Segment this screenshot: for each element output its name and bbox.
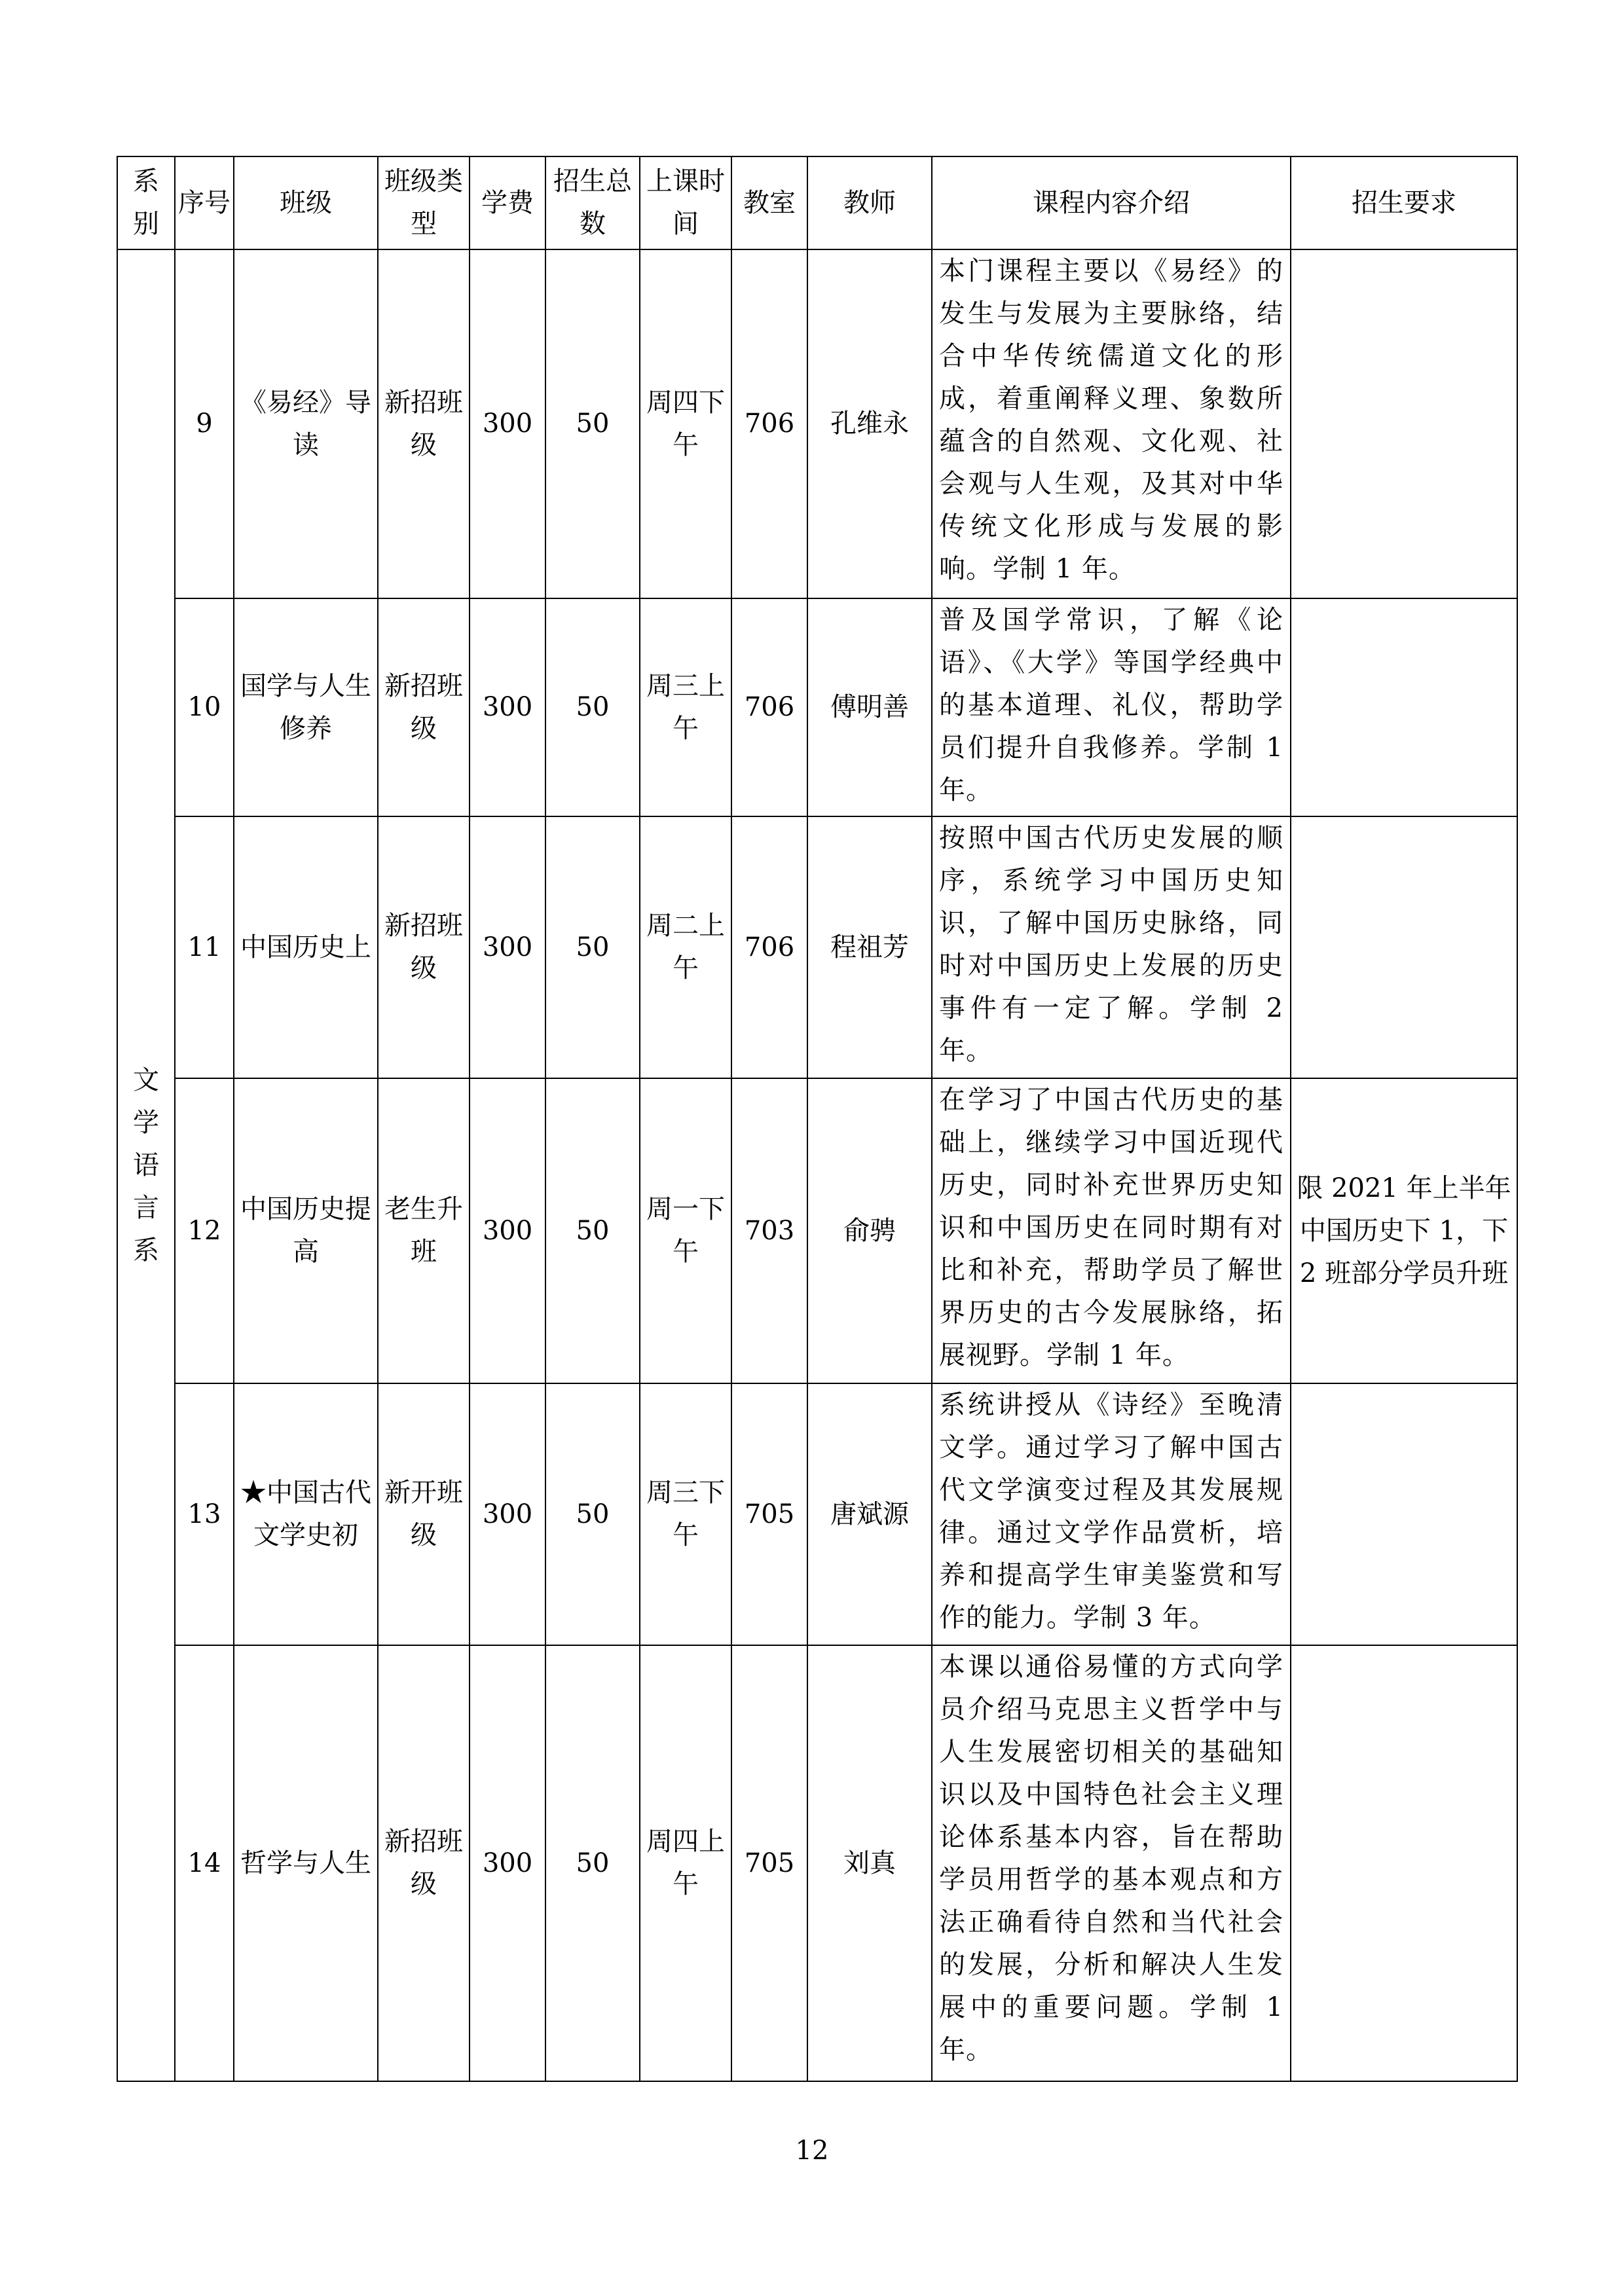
header-enrollment: 招生总数 bbox=[545, 156, 640, 249]
row-number: 11 bbox=[175, 816, 234, 1078]
row-number: 9 bbox=[175, 249, 234, 598]
row-teacher: 傅明善 bbox=[807, 598, 932, 816]
table-row bbox=[117, 1645, 1517, 2081]
row-room: 706 bbox=[731, 598, 807, 816]
row-enrollment: 50 bbox=[545, 598, 640, 816]
row-requirements bbox=[1291, 598, 1517, 816]
course-table bbox=[117, 156, 1518, 2082]
row-time: 周一下午 bbox=[640, 1078, 731, 1383]
row-teacher: 程祖芳 bbox=[807, 816, 932, 1078]
row-requirements: 限 2021 年上半年中国历史下 1，下 2 班部分学员升班 bbox=[1291, 1078, 1517, 1383]
row-number: 10 bbox=[175, 598, 234, 816]
header-number: 序号 bbox=[175, 156, 234, 249]
row-time: 周四下午 bbox=[640, 249, 731, 598]
row-class-type: 新开班级 bbox=[378, 1383, 470, 1645]
row-class-name: 国学与人生修养 bbox=[234, 598, 378, 816]
row-requirements bbox=[1291, 1383, 1517, 1645]
row-teacher: 俞骋 bbox=[807, 1078, 932, 1383]
row-time: 周二上午 bbox=[640, 816, 731, 1078]
row-intro: 本课以通俗易懂的方式向学员介绍马克思主义哲学中与人生发展密切相关的基础知识以及中国特色社会主义理论体系基本内容，旨在帮助学员用哲学的基本观点和方法正确看待自然和当代社会的发展，分析和解决人生发展中的重要问题。学制 1 年。 bbox=[932, 1645, 1291, 2081]
row-number: 12 bbox=[175, 1078, 234, 1383]
department-cell bbox=[117, 249, 175, 2081]
row-fee: 300 bbox=[470, 249, 545, 598]
header-row bbox=[117, 156, 1517, 249]
row-class-type: 新招班级 bbox=[378, 816, 470, 1078]
header-requirements: 招生要求 bbox=[1291, 156, 1517, 249]
row-enrollment: 50 bbox=[545, 1645, 640, 2081]
row-fee: 300 bbox=[470, 1645, 545, 2081]
header-intro: 课程内容介绍 bbox=[932, 156, 1291, 249]
table-row bbox=[117, 249, 1517, 598]
department-label: 文学语言系 bbox=[133, 1065, 159, 1266]
row-class-name: 《易经》导读 bbox=[234, 249, 378, 598]
row-class-type: 老生升班 bbox=[378, 1078, 470, 1383]
row-room: 705 bbox=[731, 1383, 807, 1645]
row-class-type: 新招班级 bbox=[378, 598, 470, 816]
row-class-name: 中国历史提高 bbox=[234, 1078, 378, 1383]
row-teacher: 孔维永 bbox=[807, 249, 932, 598]
row-intro: 按照中国古代历史发展的顺序，系统学习中国历史知识，了解中国历史脉络，同时对中国历史上发展的历史事件有一定了解。学制 2 年。 bbox=[932, 816, 1291, 1078]
table-row bbox=[117, 598, 1517, 816]
row-requirements bbox=[1291, 1645, 1517, 2081]
header-teacher: 教师 bbox=[807, 156, 932, 249]
row-fee: 300 bbox=[470, 598, 545, 816]
header-room: 教室 bbox=[731, 156, 807, 249]
row-room: 705 bbox=[731, 1645, 807, 2081]
row-intro: 系统讲授从《诗经》至晚清文学。通过学习了解中国古代文学演变过程及其发展规律。通过文学作品赏析，培养和提高学生审美鉴赏和写作的能力。学制 3 年。 bbox=[932, 1383, 1291, 1645]
row-enrollment: 50 bbox=[545, 1078, 640, 1383]
row-enrollment: 50 bbox=[545, 816, 640, 1078]
header-class-name: 班级 bbox=[234, 156, 378, 249]
table-row bbox=[117, 1078, 1517, 1383]
row-intro: 本门课程主要以《易经》的发生与发展为主要脉络，结合中华传统儒道文化的形成，着重阐释义理、象数所蕴含的自然观、文化观、社会观与人生观，及其对中华传统文化形成与发展的影响。学制 1 年。 bbox=[932, 249, 1291, 598]
row-number: 14 bbox=[175, 1645, 234, 2081]
row-intro: 普及国学常识，了解《论语》、《大学》等国学经典中的基本道理、礼仪，帮助学员们提升自我修养。学制 1 年。 bbox=[932, 598, 1291, 816]
row-fee: 300 bbox=[470, 1383, 545, 1645]
row-class-name: 哲学与人生 bbox=[234, 1645, 378, 2081]
row-class-type: 新招班级 bbox=[378, 249, 470, 598]
row-requirements bbox=[1291, 816, 1517, 1078]
row-teacher: 唐斌源 bbox=[807, 1383, 932, 1645]
header-time: 上课时间 bbox=[640, 156, 731, 249]
row-time: 周三上午 bbox=[640, 598, 731, 816]
header-class-type: 班级类型 bbox=[378, 156, 470, 249]
row-time: 周三下午 bbox=[640, 1383, 731, 1645]
header-department: 系别 bbox=[117, 156, 175, 249]
page-number: 12 bbox=[795, 2136, 829, 2166]
row-enrollment: 50 bbox=[545, 1383, 640, 1645]
row-class-type: 新招班级 bbox=[378, 1645, 470, 2081]
row-time: 周四上午 bbox=[640, 1645, 731, 2081]
row-class-name: 中国历史上 bbox=[234, 816, 378, 1078]
row-room: 706 bbox=[731, 249, 807, 598]
row-intro: 在学习了中国古代历史的基础上，继续学习中国近现代历史，同时补充世界历史知识和中国历史在同时期有对比和补充，帮助学员了解世界历史的古今发展脉络，拓展视野。学制 1 年。 bbox=[932, 1078, 1291, 1383]
row-teacher: 刘真 bbox=[807, 1645, 932, 2081]
row-requirements bbox=[1291, 249, 1517, 598]
table-row bbox=[117, 1383, 1517, 1645]
header-fee: 学费 bbox=[470, 156, 545, 249]
row-fee: 300 bbox=[470, 1078, 545, 1383]
table-row bbox=[117, 816, 1517, 1078]
row-enrollment: 50 bbox=[545, 249, 640, 598]
row-fee: 300 bbox=[470, 816, 545, 1078]
row-room: 703 bbox=[731, 1078, 807, 1383]
row-class-name: ★中国古代文学史初 bbox=[234, 1383, 378, 1645]
row-number: 13 bbox=[175, 1383, 234, 1645]
row-room: 706 bbox=[731, 816, 807, 1078]
